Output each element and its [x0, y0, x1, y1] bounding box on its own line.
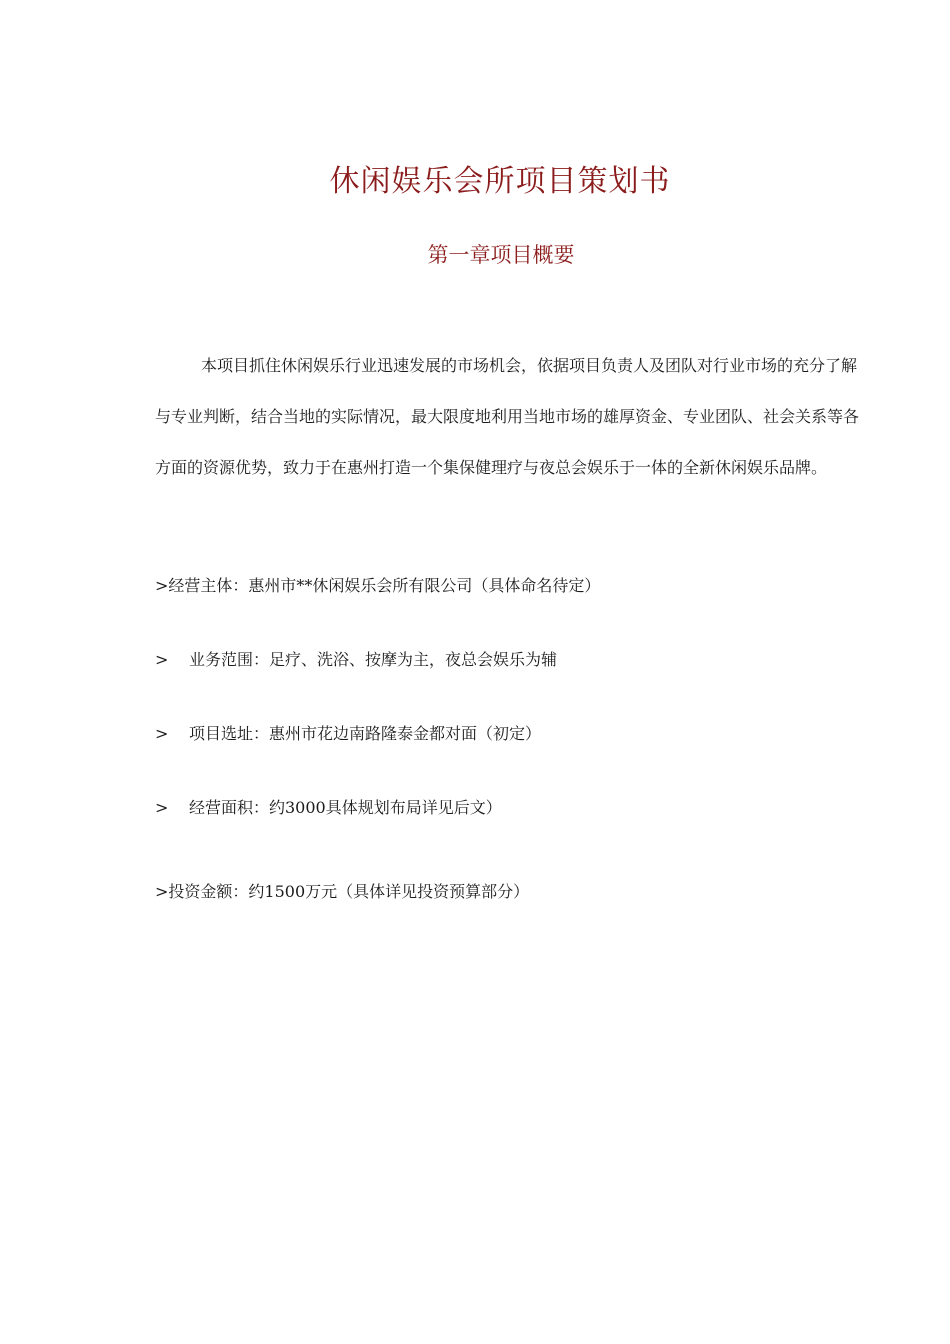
document-title: 休闲娱乐会所项目策划书	[329, 164, 671, 199]
bullet-arrow-icon: >	[155, 724, 169, 743]
intro-paragraph-text: 本项目抓住休闲娱乐行业迅速发展的市场机会，依据项目负责人及团队对行业市场的充分了解与专业判断，结合当地的实际情况，最大限度地利用当地市场的雄厚资金、专业团队、社会关系等各方面的资源优势，致力于在惠州打造一个集保健理疗与夜总会娱乐于一体的全新休闲娱乐品牌。	[155, 356, 860, 477]
list-item-text: 项目选址：惠州市花边南路隆泰金都对面（初定）	[189, 724, 542, 743]
list-item-text: 业务范围：足疗、洗浴、按摩为主，夜总会娱乐为辅	[189, 650, 558, 669]
bullet-arrow-icon: >	[155, 798, 169, 817]
bullet-arrow-icon: >	[155, 576, 169, 595]
list-item-operating-area	[155, 795, 855, 821]
chapter-title: 第一章项目概要	[427, 243, 575, 267]
list-item-text: 经营主体：惠州市**休闲娱乐会所有限公司（具体命名待定）	[168, 576, 601, 595]
bullet-arrow-icon: >	[155, 650, 169, 669]
list-item-text: 经营面积：约3000具体规划布局详见后文）	[189, 798, 502, 817]
list-item-text: 投资金额：约1500万元（具体详见投资预算部分）	[168, 882, 530, 901]
bullet-arrow-icon: >	[155, 882, 169, 901]
list-item-operating-entity	[155, 573, 855, 599]
list-item-project-location	[155, 721, 855, 747]
list-item-investment-amount	[155, 879, 855, 905]
intro-paragraph	[155, 340, 867, 493]
list-item-business-scope	[155, 647, 855, 673]
